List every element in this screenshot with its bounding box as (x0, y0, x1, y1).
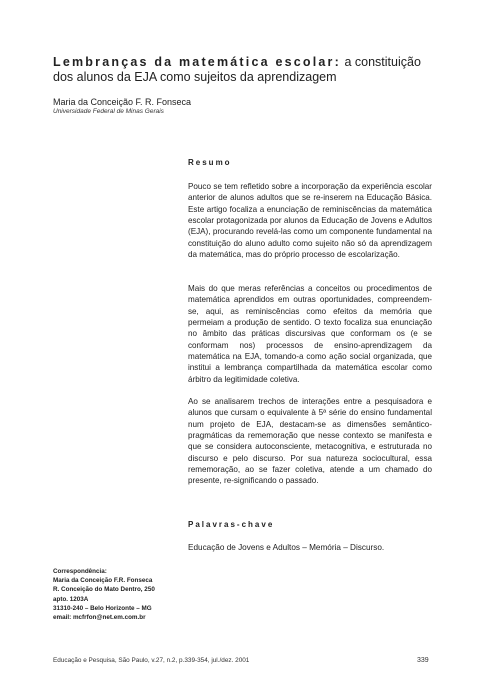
abstract-heading: Resumo (188, 158, 232, 167)
page-number: 339 (417, 657, 429, 664)
article-title-subtitle: a constituição dos alunos da EJA como sujeitos da aprendizagem (53, 55, 421, 84)
article-title-main: Lembranças da matemática escolar: (53, 55, 341, 69)
correspondence-block (53, 567, 155, 622)
correspondence-line: apto. 1203A (53, 595, 89, 603)
author-name: Maria da Conceição F. R. Fonseca (53, 97, 192, 107)
keywords-heading: Palavras-chave (188, 520, 275, 529)
keywords-text: Educação de Jovens e Adultos – Memória – Discurso. (188, 543, 385, 552)
author-affiliation: Universidade Federal de Minas Gerais (53, 108, 164, 115)
abstract-paragraph: Mais do que meras referências a conceitos ou procedimentos de matemática aprendidos em outras oportunidades, compreendem-se, aqui, as reminiscências como efeitos da memória que permeiam a produção de sentido. O texto focaliza sua enunciação no âmbito das práticas discursivas que conformam os (e se conformam nos) processos de ensino-aprendizagem da matemática na EJA, tomando-a como ação social organizada, que institui a lembrança compartilhada da matemática escolar como árbitro da legitimidade coletiva. (188, 284, 432, 384)
correspondence-line: Correspondência: (53, 568, 107, 575)
abstract-paragraph: Ao se analisarem trechos de interações entre a pesquisadora e alunos que cursam o equivalente à 5ª série do ensino fundamental num projeto de EJA, destacam-se as dimensões semântico-pragmáticas da rememoração que nesse contexto se manifesta e que se considera autoconsciente, metacognitiva, e estruturada no discurso e pelo discurso. Por sua natureza sociocultural, essa rememoração, ao se fazer coletiva, atende a um chamado do presente, re-significando o passado. (188, 397, 432, 486)
article-title (53, 55, 433, 85)
correspondence-line: R. Conceição do Mato Dentro, 250 (53, 586, 155, 594)
abstract-paragraph: Pouco se tem refletido sobre a incorporação da experiência escolar anterior de alunos adultos que se re-inserem na Educação Básica. Este artigo focaliza a enunciação de reminiscências da matemática escolar protagonizada por alunos da Educação de Jovens e Adultos (EJA), procurando revelá-las como um componente fundamental na constituição do aluno adulto como sujeito não só da aprendizagem da matemática, mas do próprio processo de escolarização. (188, 182, 432, 260)
correspondence-line: 31310-240 – Belo Horizonte – MG (53, 604, 152, 612)
journal-citation: Educação e Pesquisa, São Paulo, v.27, n.2, p.339-354, jul./dez. 2001 (53, 657, 250, 664)
correspondence-line: Maria da Conceição F.R. Fonseca (53, 577, 153, 585)
correspondence-email: email: mcfrfon@net.em.com.br (53, 614, 146, 622)
